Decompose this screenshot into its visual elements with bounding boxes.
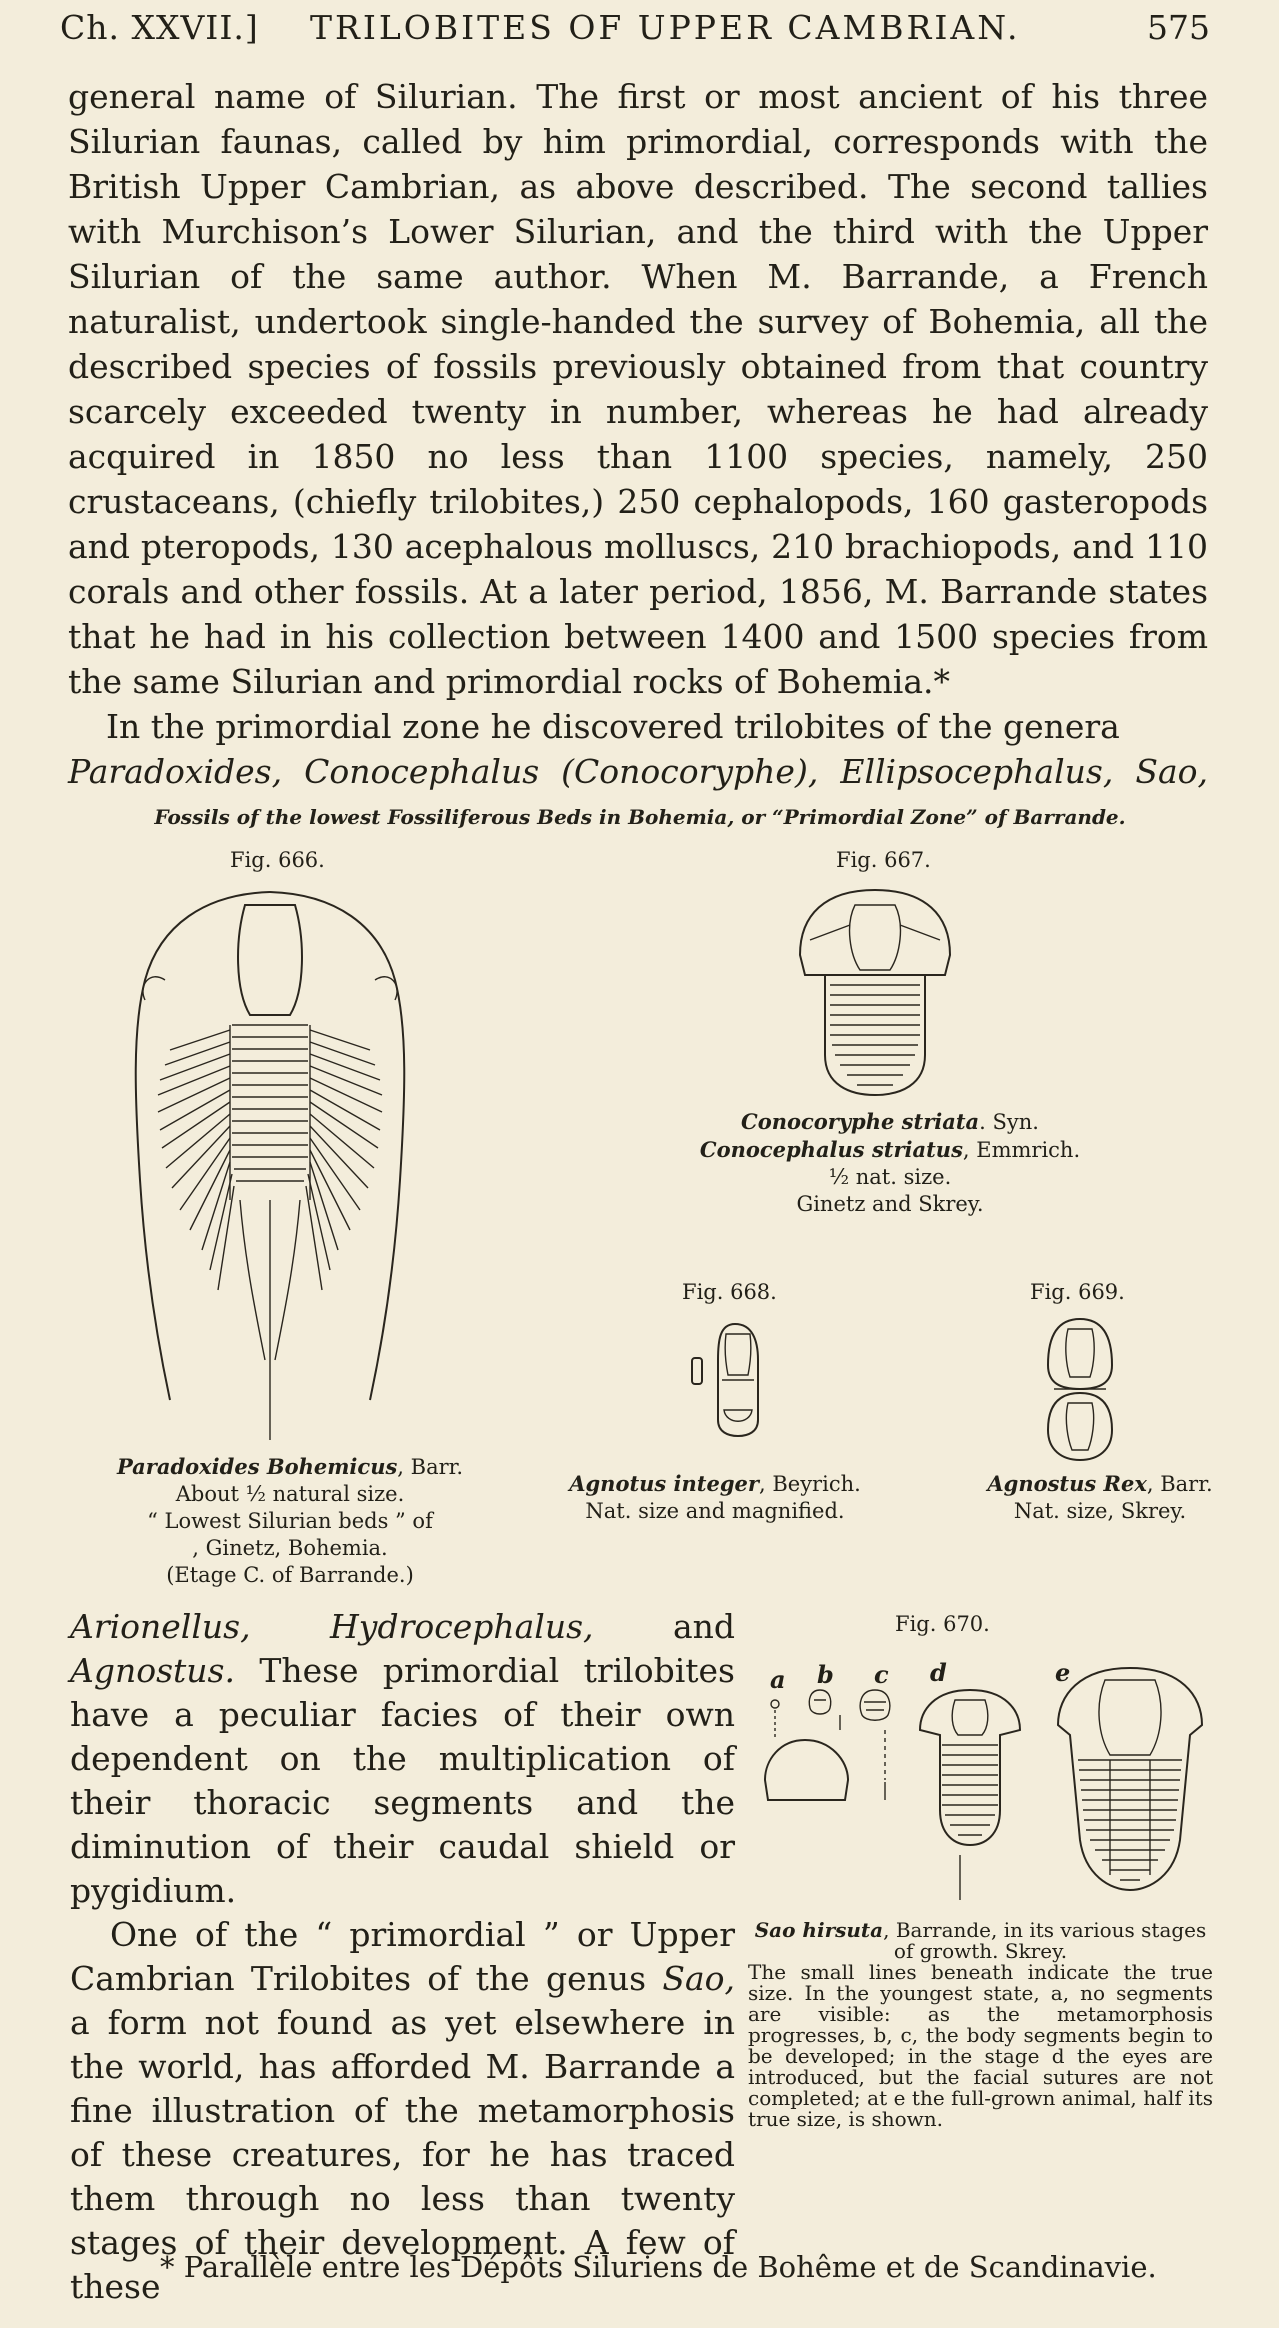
fig-666-line3: “ Lowest Silurian beds ” of [147, 1509, 433, 1533]
agnostus-illustration [1040, 1315, 1120, 1465]
agnostus-word: Agnostus. [70, 1651, 235, 1690]
chapter-label: Ch. XXVII.] [60, 8, 259, 47]
fig-666-caption [100, 1453, 480, 1589]
fig-666-label: Fig. 666. [230, 848, 325, 872]
page-number: 575 [1147, 8, 1210, 47]
fig-667-name2: Conocephalus striatus [699, 1137, 963, 1162]
paragraph-1: general name of Silurian. The first or most ancient of his three Silurian faunas, called by him primordial, corresponds with the British Upper Cambrian, as above described. The second tallies with Murchison’s Lower Silurian, and the third with the Upper Silurian of the same author. When M. Barrande, a French naturalist, undertook single-handed the survey of Bohemia, all the described species of fossils previously obtained from that country scarcely exceeded twenty in number, whereas he had already acquired in 1850 no less than 1100 species, namely, 250 crustaceans, (chiefly trilobites,) 250 cephalopods, 160 gasteropods and pteropods, 130 acephalous molluscs, 210 brachiopods, and 110 corals and other fossils. At a later period, 1856, M. Barrande states that he had in his collection between 1400 and 1500 species from the same Silurian and primordial rocks of Bohemia.* [68, 77, 1208, 701]
fig-667-caption [650, 1108, 1130, 1218]
fig-669-caption [960, 1470, 1240, 1525]
body-text-top [68, 74, 1208, 794]
fig-667-name: Conocoryphe striata [741, 1109, 980, 1134]
fig-669-author: , Barr. [1146, 1472, 1213, 1496]
fig-668-label: Fig. 668. [682, 1280, 777, 1304]
stage-letter-c: c [874, 1660, 889, 1689]
fig-669-name: Agnostus Rex [987, 1471, 1147, 1496]
paradoxides-illustration [110, 880, 430, 1450]
running-title: TRILOBITES OF UPPER CAMBRIAN. [310, 8, 1021, 47]
genera-line: Paradoxides, Conocephalus (Conocoryphe), Ellipsocephalus, Sao, [68, 752, 1208, 791]
fig-669-line2: Nat. size, Skrey. [1013, 1499, 1187, 1523]
sentence-1: These primordial trilobites have a peculiar facies of their own dependent on the multiplication of their thoracic segments and the diminution of their caudal shield or pygidium. [70, 1651, 735, 1910]
sao-growth-stages-illustration [760, 1660, 1220, 1910]
stage-letter-a: a [770, 1665, 786, 1694]
fig-670-caption [748, 1920, 1213, 2130]
stage-letter-d: d [930, 1658, 947, 1687]
fig-670-text: The small lines beneath indicate the true size. In the youngest state, a, no segments are visible: as the metamorphosis progresses, b, c, the body segments begin to be developed; in the stage d the eyes are introduced, but the facial sutures are not completed; at e the full-grown animal, half its true size, is shown. [748, 1960, 1213, 2131]
body-text-lower [70, 1605, 735, 2309]
paragraph-2-continued [70, 1605, 735, 1913]
fig-666-author: , Barr. [397, 1455, 464, 1479]
stage-letter-b: b [817, 1660, 834, 1689]
fig-666-line5: (Etage C. of Barrande.) [166, 1563, 414, 1587]
fig-668-name: Agnotus integer [569, 1471, 759, 1496]
fig-668-line2: Nat. size and magnified. [585, 1499, 845, 1523]
fig-666-line2: About ½ natural size. [175, 1482, 405, 1506]
fig-670-name: Sao hirsuta [754, 1918, 884, 1942]
paragraph-3-a: One of the “ primordial ” or Upper Cambrian Trilobites of the genus [70, 1915, 735, 1998]
genera-continued: Arionellus, Hydrocephalus, [70, 1607, 594, 1646]
fig-666-name: Paradoxides Bohemicus [116, 1454, 398, 1479]
fig-667-line4: Ginetz and Skrey. [796, 1192, 984, 1216]
fig-668-author: , Beyrich. [758, 1472, 861, 1496]
fig-666-line4: , Ginetz, Bohemia. [192, 1536, 388, 1560]
agnotus-illustration [680, 1320, 790, 1440]
paragraph-2-start: In the primordial zone he discovered trilobites of the genera [106, 707, 1120, 746]
fig-669-label: Fig. 669. [1030, 1280, 1125, 1304]
sao-word: Sao, [662, 1959, 735, 1998]
paragraph-3-b: a form not found as yet elsewhere in the world, has afforded M. Barrande a fine illustration of the metamorphosis of these creatures, for he has traced them through no less than twenty stages of their development. A few of these [70, 2003, 735, 2306]
fig-670-line1: , Barrande, in its various stages of growth. Skrey. [883, 1918, 1207, 1963]
and-word: and [672, 1607, 735, 1646]
fig-668-caption [555, 1470, 875, 1525]
fig-670-label: Fig. 670. [895, 1612, 990, 1636]
fig-667-label: Fig. 667. [836, 848, 931, 872]
figures-caption: Fossils of the lowest Fossiliferous Beds in Bohemia, or “Primordial Zone” of Barrande. [154, 805, 1126, 829]
fig-667-syn: . Syn. [979, 1110, 1039, 1134]
stage-letter-e: e [1055, 1658, 1071, 1687]
conocoryphe-illustration [795, 885, 955, 1100]
fig-667-author2: , Emmrich. [962, 1138, 1081, 1162]
footnote: * Parallèle entre les Dépôts Siluriens de Bohême et de Scandinavie. [160, 2250, 1157, 2284]
fig-667-line3: ½ nat. size. [828, 1165, 952, 1189]
running-header [60, 8, 1210, 54]
